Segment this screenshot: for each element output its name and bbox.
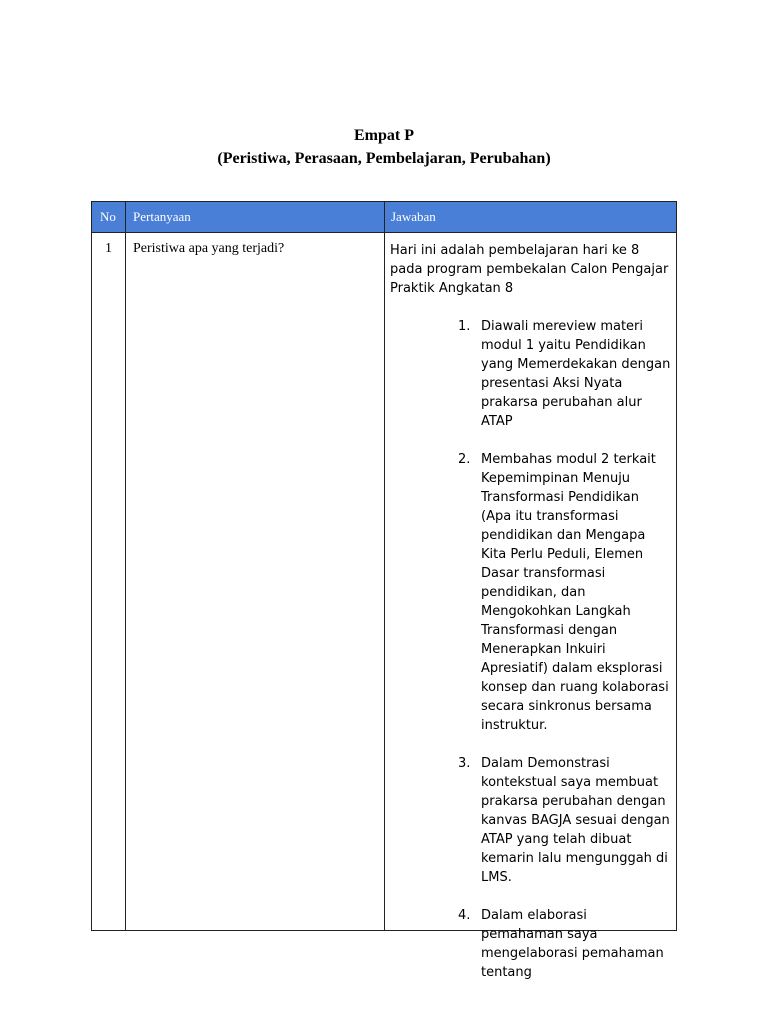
document-title: Empat P — [354, 127, 414, 144]
answer-list — [390, 317, 672, 982]
list-item-number: 1. — [458, 319, 471, 334]
list-item — [390, 450, 672, 735]
list-item — [390, 754, 672, 887]
list-item-text: Diawali mereview materi modul 1 yaitu Pendidikan yang Memerdekakan dengan presentasi Aksi Nyata prakarsa perubahan alur ATAP — [481, 319, 671, 429]
list-item-text: Membahas modul 2 terkait Kepemimpinan Menuju Transformasi Pendidikan (Apa itu transformasi pendidikan dan Mengapa Kita Perlu Peduli, Elemen Dasar transformasi pendidikan, dan Mengokohkan Langkah Transformasi dengan Menerapkan Inkuiri Apresiatif) dalam eksplorasi konsep dan ruang kolaborasi secara sinkronus bersama instruktur. — [481, 452, 669, 733]
header-question: Pertanyaan — [133, 209, 191, 224]
list-item-text: Dalam elaborasi pemahaman saya mengelaborasi pemahaman tentang — [481, 908, 664, 980]
column-divider — [384, 202, 385, 930]
list-item — [390, 317, 672, 431]
reflection-table — [91, 201, 677, 980]
document-subtitle: (Peristiwa, Perasaan, Pembelajaran, Perubahan) — [217, 150, 551, 167]
row-question: Peristiwa apa yang terjadi? — [133, 241, 285, 256]
list-item — [390, 906, 672, 982]
header-answer: Jawaban — [391, 209, 436, 224]
list-item-number: 4. — [458, 908, 471, 923]
list-item-number: 2. — [458, 452, 471, 467]
header-no: No — [100, 209, 116, 224]
list-item-number: 3. — [458, 756, 471, 771]
row-number: 1 — [105, 241, 112, 256]
answer-intro: Hari ini adalah pembelajaran hari ke 8 pada program pembekalan Calon Pengajar Praktik Angkatan 8 — [390, 243, 669, 296]
row-answer — [390, 241, 672, 980]
column-divider — [125, 202, 126, 930]
list-item-text: Dalam Demonstrasi kontekstual saya membuat prakarsa perubahan dengan kanvas BAGJA sesuai dengan ATAP yang telah dibuat kemarin lalu mengunggah di LMS. — [481, 756, 670, 885]
